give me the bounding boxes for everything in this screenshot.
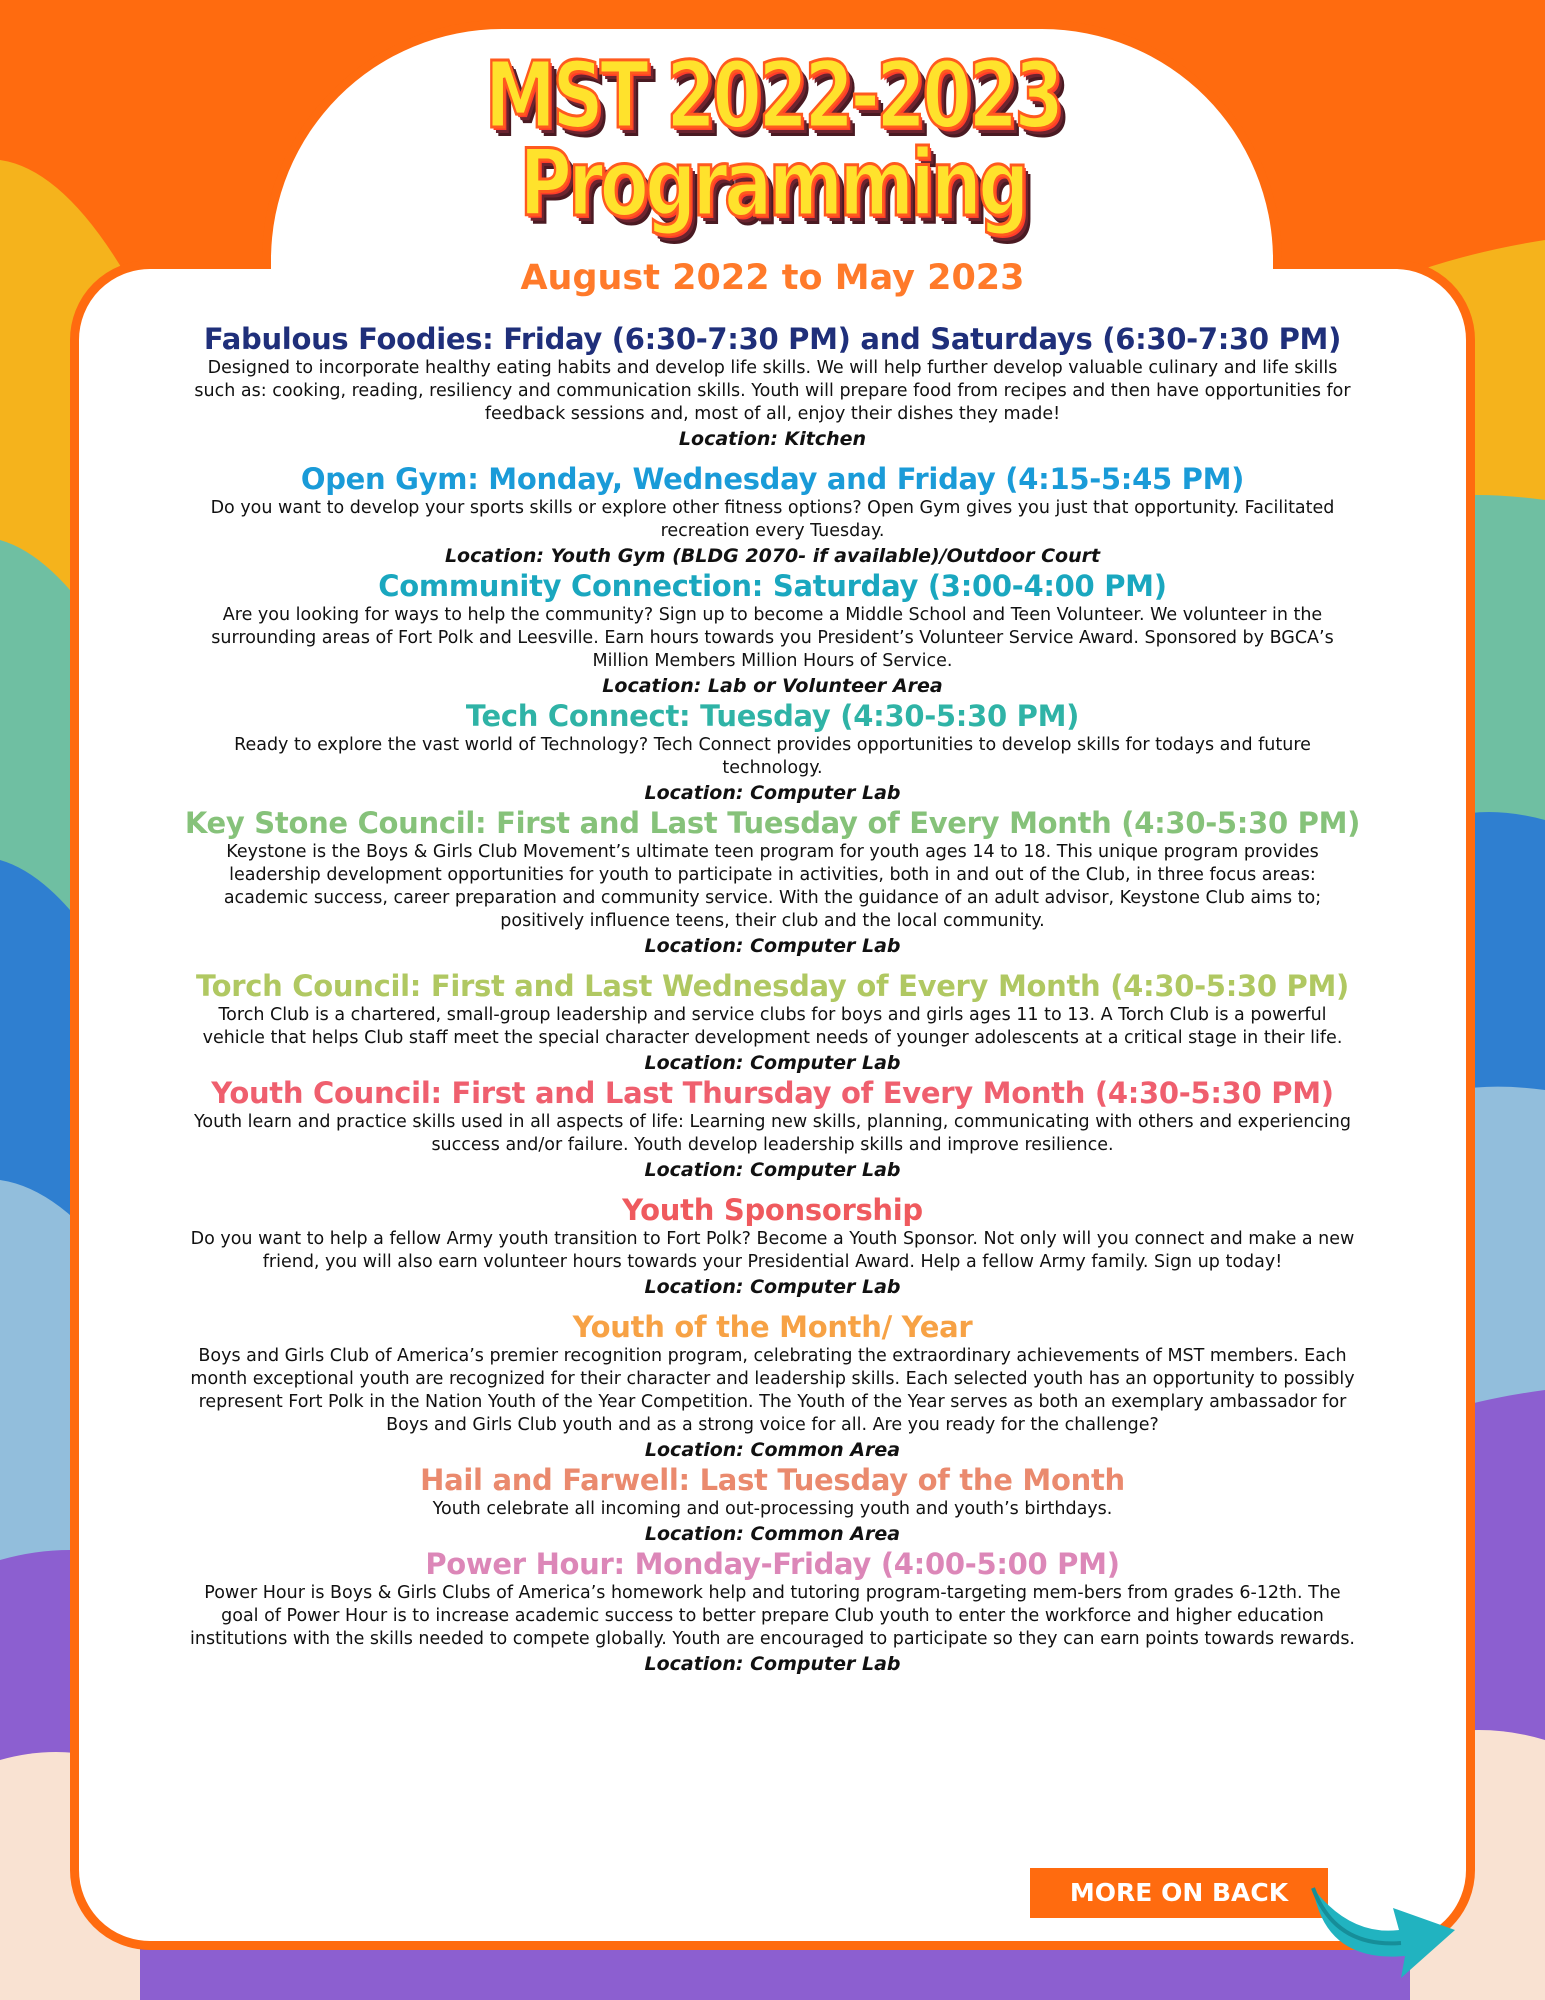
page-title — [0, 42, 1545, 237]
program-description: Youth learn and practice skills used in all aspects of life: Learning new skills, planning, communicating with others and experiencing success and/or failure. Youth develop leadership skills and improve resilience. — [194, 1112, 1351, 1155]
program-description: Do you want to develop your sports skills or explore other fitness options? Open Gym gives you just that opportunity. Facilitated recreation every Tuesday. — [210, 498, 1335, 541]
program-location: Location: Computer Lab — [644, 1159, 901, 1181]
program-title: Youth Sponsorship — [622, 1193, 923, 1227]
program-description: Keystone is the Boys & Girls Club Movement’s ultimate teen program for youth ages 14 to 18. This unique program provides leadership development opportunities for youth to participate in activities, both in and out of the Club, in three focus areas: academic success, career preparation and community service. With the guidance of an adult advisor, Keystone Club aims to; positively influence teens, their club and the local community. — [223, 842, 1322, 931]
program-description: Youth celebrate all incoming and out-processing youth and youth’s birthdays. — [432, 1499, 1113, 1519]
program-title: Fabulous Foodies: Friday (6:30-7:30 PM) and Saturdays (6:30-7:30 PM) — [203, 322, 1342, 356]
program-description: Are you looking for ways to help the community? Sign up to become a Middle School and Teen Volunteer. We volunteer in the surrounding areas of Fort Polk and Leesville. Earn hours towards you President’s Volunteer Service Award. Sponsored by BGCA’s Million Members Million Hours of Service. — [211, 605, 1334, 671]
program-title: Key Stone Council: First and Last Tuesday of Every Month (4:30-5:30 PM) — [184, 806, 1361, 840]
program-location: Location: Youth Gym (BLDG 2070- if available)/Outdoor Court — [444, 545, 1101, 567]
program-section — [140, 1547, 1405, 1677]
program-section — [140, 1076, 1405, 1183]
program-location: Location: Computer Lab — [644, 782, 901, 804]
title-line-1: MST 2022-2023 — [484, 42, 1061, 149]
curved-arrow-icon — [1305, 1868, 1475, 1988]
program-section — [140, 806, 1405, 959]
program-title: Torch Council: First and Last Wednesday of Every Month (4:30-5:30 PM) — [195, 969, 1350, 1003]
program-title: Hail and Farwell: Last Tuesday of the Month — [420, 1463, 1125, 1497]
program-title: Open Gym: Monday, Wednesday and Friday (4:15-5:45 PM) — [300, 462, 1245, 496]
program-description: Power Hour is Boys & Girls Clubs of America’s homework help and tutoring program-targeting mem-bers from grades 6-12th. The goal of Power Hour is to increase academic success to better prepare Club youth to enter the workforce and higher education institutions with the skills needed to compete globally. Youth are encouraged to participate so they can earn points towards rewards. — [189, 1583, 1355, 1649]
program-location: Location: Common Area — [644, 1523, 901, 1545]
program-location: Location: Lab or Volunteer Area — [602, 675, 943, 697]
program-section — [140, 1310, 1405, 1463]
more-on-back-label: MORE ON BACK — [1030, 1868, 1328, 1918]
program-section — [140, 569, 1405, 699]
program-list — [140, 322, 1405, 1677]
program-description: Designed to incorporate healthy eating habits and develop life skills. We will help further develop valuable culinary and life skills such as: cooking, reading, resiliency and communication skills. Youth will prepare food from recipes and then have opportunities for feedback sessions and, most of all, enjoy their dishes they made! — [194, 358, 1351, 424]
program-section — [140, 462, 1405, 569]
program-description: Do you want to help a fellow Army youth transition to Fort Polk? Become a Youth Sponsor. Not only will you connect and make a new friend, you will also earn volunteer hours towards your Presidential Award. Help a fellow Army family. Sign up today! — [190, 1229, 1355, 1272]
program-description: Torch Club is a chartered, small-group leadership and service clubs for boys and girls ages 11 to 13. A Torch Club is a powerful vehicle that helps Club staff meet the special character development needs of younger adolescents at a critical stage in their life. — [202, 1005, 1343, 1048]
program-section — [140, 969, 1405, 1076]
program-location: Location: Common Area — [644, 1439, 901, 1461]
program-section — [140, 1463, 1405, 1547]
program-title: Power Hour: Monday-Friday (4:00-5:00 PM) — [425, 1547, 1120, 1581]
program-location: Location: Kitchen — [678, 428, 867, 450]
program-title: Tech Connect: Tuesday (4:30-5:30 PM) — [465, 699, 1080, 733]
program-description: Ready to explore the vast world of Technology? Tech Connect provides opportunities to develop skills for todays and future technology. — [234, 735, 1311, 778]
program-section — [140, 1193, 1405, 1300]
program-section — [140, 322, 1405, 452]
title-line-2: Programming — [519, 130, 1026, 237]
program-location: Location: Computer Lab — [644, 935, 901, 957]
date-range: August 2022 to May 2023 — [520, 258, 1025, 298]
program-location: Location: Computer Lab — [644, 1276, 901, 1298]
program-title: Community Connection: Saturday (3:00-4:00 PM) — [378, 569, 1167, 603]
program-title: Youth of the Month/ Year — [572, 1310, 973, 1344]
program-location: Location: Computer Lab — [644, 1653, 901, 1675]
program-title: Youth Council: First and Last Thursday of Every Month (4:30-5:30 PM) — [211, 1076, 1334, 1110]
program-location: Location: Computer Lab — [644, 1052, 901, 1074]
program-description: Boys and Girls Club of America’s premier recognition program, celebrating the extraordinary achievements of MST members. Each month exceptional youth are recognized for their character and leadership skills. Each selected youth has an opportunity to possibly represent Fort Polk in the Nation Youth of the Year Competition. The Youth of the Year serves as both an exemplary ambassador for Boys and Girls Club youth and as a strong voice for all. Are you ready for the challenge? — [190, 1346, 1355, 1435]
program-section — [140, 699, 1405, 806]
